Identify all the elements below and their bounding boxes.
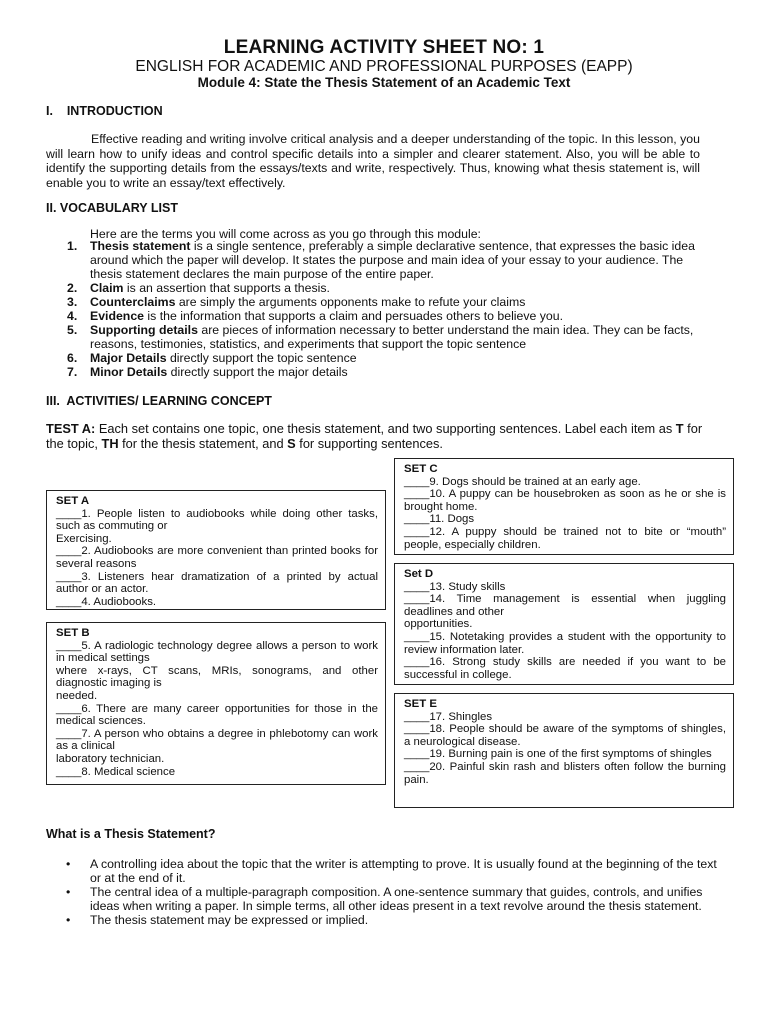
- set-item: opportunities.: [404, 618, 473, 631]
- set-item: ____16. Strong study skills are needed if you want to be successful in college.: [404, 656, 726, 681]
- set-item: ____2. Audiobooks are more convenient than printed books for several reasons: [56, 545, 378, 570]
- list-item: 7. Minor Details directly support the major details: [67, 365, 348, 379]
- list-item: 3. Counterclaims are simply the arguments opponents make to refute your claims: [67, 295, 526, 309]
- bullet-icon: •: [66, 885, 71, 899]
- set-item: ____13. Study skills: [404, 580, 506, 593]
- activities-heading: III. ACTIVITIES/ LEARNING CONCEPT: [46, 394, 272, 408]
- set-item: ____12. A puppy should be trained not to bite or “mouth” people, especially children.: [404, 525, 726, 551]
- list-item: 6. Major Details directly support the topic sentence: [67, 351, 357, 365]
- set-item: ____9. Dogs should be trained at an early age.: [404, 475, 641, 488]
- set-item: ____7. A person who obtains a degree in phlebotomy can work as a clinical: [56, 727, 378, 753]
- set-a-box: [46, 490, 386, 610]
- introduction-paragraph: Effective reading and writing involve critical analysis and a deeper understanding of the topic. In this lesson, you will learn how to unify ideas and control specific details into a simpler and clearer statement. Also, you will be able to identify the supporting details from the essays/texts and write, respectively. Thus, knowing what thesis statement is, will enable you to write an essay/text effectively.: [46, 132, 700, 190]
- vocabulary-list: [67, 239, 707, 379]
- list-item: • The central idea of a multiple-paragraph composition. A one-sentence summary that guides, controls, and unifies ideas when writing a paper. In simple terms, all other ideas present in a text revolve around the thesis statement.: [66, 885, 703, 913]
- set-item: ____3. Listeners hear dramatization of a printed by actual author or an actor.: [56, 570, 378, 596]
- set-b-box: [46, 622, 386, 785]
- set-item: ____10. A puppy can be housebroken as soon as he or she is brought home.: [404, 488, 726, 513]
- vocabulary-lead: Here are the terms you will come across as you go through this module:: [90, 227, 481, 241]
- list-item: 4. Evidence is the information that supports a claim and persuades others to believe you.: [67, 309, 564, 323]
- set-item: Exercising.: [56, 532, 112, 545]
- set-item: ____14. Time management is essential when juggling deadlines and other: [404, 593, 726, 618]
- set-item: ____20. Painful skin rash and blisters often follow the burning pain.: [404, 760, 726, 786]
- subject-title: ENGLISH FOR ACADEMIC AND PROFESSIONAL PURPOSES (EAPP): [135, 58, 633, 75]
- set-item: ____6. There are many career opportunities for those in the medical sciences.: [56, 702, 378, 728]
- thesis-bullet-list: [62, 857, 722, 927]
- set-item: ____1. People listen to audiobooks while doing other tasks, such as commuting or: [56, 507, 378, 533]
- bullet-icon: •: [66, 857, 71, 871]
- set-item: laboratory technician.: [56, 752, 165, 765]
- set-d-box: [394, 563, 734, 685]
- list-item: • A controlling idea about the topic that the writer is attempting to prove. It is usually found at the beginning of the text or at the end of it.: [66, 857, 717, 885]
- list-item: 2. Claim is an assertion that supports a thesis.: [67, 281, 330, 295]
- thesis-heading: What is a Thesis Statement?: [46, 827, 216, 841]
- set-item: where x-rays, CT scans, MRIs, sonograms, and other diagnostic imaging is: [56, 664, 378, 690]
- set-item: ____19. Burning pain is one of the first symptoms of shingles: [404, 748, 712, 761]
- set-item: ____4. Audiobooks.: [56, 595, 157, 608]
- set-item: ____18. People should be aware of the symptoms of shingles, a neurological disease.: [404, 723, 726, 748]
- set-item: ____11. Dogs: [404, 513, 475, 526]
- sheet-title: LEARNING ACTIVITY SHEET NO: 1: [223, 37, 545, 58]
- introduction-heading: I. INTRODUCTION: [46, 104, 163, 118]
- set-item: needed.: [56, 689, 98, 702]
- set-d-title: Set D: [404, 568, 434, 580]
- module-title: Module 4: State the Thesis Statement of an Academic Text: [197, 75, 571, 90]
- vocabulary-heading: II. VOCABULARY LIST: [46, 201, 178, 215]
- list-item: 1. Thesis statement is a single sentence, preferably a simple declarative sentence, that expresses the basic idea around which the paper will develop. It states the purpose and main idea of your essay to your audience. The thesis statement declares the main purpose of the entire paper.: [67, 239, 695, 281]
- set-a-title: SET A: [56, 495, 90, 507]
- bullet-icon: •: [66, 913, 71, 927]
- set-e-box: [394, 693, 734, 808]
- set-c-title: SET C: [404, 463, 438, 475]
- set-item: ____8. Medical science: [56, 765, 176, 778]
- test-a-instructions: TEST A: Each set contains one topic, one thesis statement, and two supporting sentences. Label each item as T for the topic, TH for the thesis statement, and S for supporting sentences.: [46, 421, 703, 451]
- set-c-box: [394, 458, 734, 555]
- set-item: ____5. A radiologic technology degree allows a person to work in medical settings: [56, 639, 378, 665]
- set-b-title: SET B: [56, 627, 90, 639]
- list-item: 5. Supporting details are pieces of information necessary to better understand the main idea. They can be facts, reasons, testimonies, statistics, and experiments that support the topic sentence: [67, 323, 694, 351]
- list-item: • The thesis statement may be expressed or implied.: [66, 913, 369, 927]
- set-item: ____17. Shingles: [404, 710, 493, 723]
- set-e-title: SET E: [404, 698, 437, 710]
- set-item: ____15. Notetaking provides a student with the opportunity to review information later.: [404, 630, 726, 656]
